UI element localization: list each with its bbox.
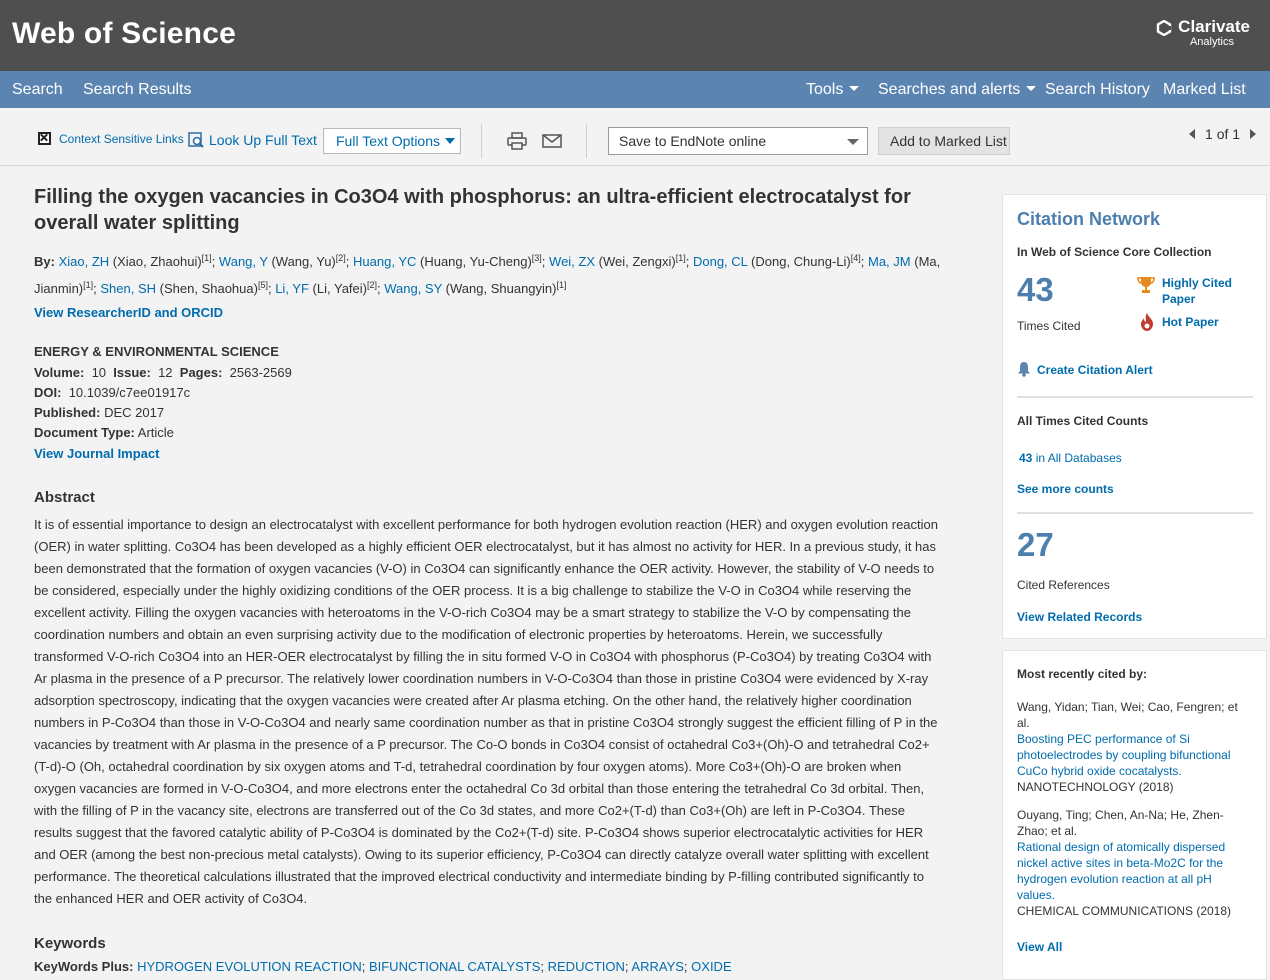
brand-title[interactable]: Web of Science — [12, 17, 236, 50]
citing-title-link[interactable]: Boosting PEC performance of Si photoelectrodes by coupling bifunctional CuCo hybrid oxide cocatalysts. — [1017, 732, 1231, 778]
by-label: By: — [34, 254, 55, 269]
core-collection-label: In Web of Science Core Collection — [1017, 245, 1212, 259]
cited-references-label: Cited References — [1017, 578, 1110, 592]
keyword-link[interactable]: HYDROGEN EVOLUTION REACTION — [137, 959, 362, 974]
doi-value: 10.1039/c7ee01917c — [68, 385, 191, 400]
published-value: DEC 2017 — [104, 405, 165, 420]
citing-source: CHEMICAL COMMUNICATIONS (2018) — [1017, 904, 1232, 918]
citing-record — [1017, 807, 1247, 919]
affiliation-link[interactable]: [1] — [83, 280, 94, 290]
context-sensitive-links[interactable] — [38, 132, 184, 146]
view-all-link[interactable]: View All — [1017, 940, 1063, 954]
journal-name[interactable]: ENERGY & ENVIRONMENTAL SCIENCE — [34, 344, 279, 359]
all-times-cited-label: All Times Cited Counts — [1017, 414, 1149, 428]
page-of: of — [1216, 126, 1229, 142]
lookup-full-text-icon — [188, 132, 204, 148]
affiliation-link[interactable]: [1] — [675, 253, 686, 263]
issue-value: 12 — [158, 365, 173, 380]
document-type-line: Document Type: Article — [34, 425, 174, 440]
look-up-full-text-link[interactable] — [188, 132, 317, 148]
citing-title-link[interactable]: Rational design of atomically dispersed nickel active sites in beta-Mo2C for the hydrogen evolution reaction at all pH values. — [1017, 840, 1226, 902]
author-link[interactable]: Shen, SH — [100, 281, 157, 296]
author-4: Dong, CL (Dong, Chung-Li)[4]; — [692, 253, 868, 269]
page-total: 1 — [1232, 126, 1241, 142]
citing-authors: Wang, Yidan; Tian, Wei; Cao, Fengren; et al. — [1017, 700, 1238, 730]
keywords-heading: Keywords — [34, 935, 106, 952]
abstract-text: It is of essential importance to design an electrocatalyst with excellent performance for both hydrogen evolution reaction (HER) and oxygen evolution reaction (OER) in water splitting. Co3O4 has been developed as a highly efficient OER electrocatalyst, but it has almost no activity for HER. In a previous study, it has been demonstrated that the formation of oxygen vacancies (V-O) in Co3O4 can significantly enhance the OER activity. However, the stability of V-O needs to be considered, especially under the highly oxidizing conditions of the OER process. It is a big challenge to stabilize the V-O in Co3O4 while reserving the excellent activity. Filling the oxygen vacancies with heteroatoms in the V-O-rich Co3O4 may be a smart strategy to stabilize the V-O by compensating the coordination numbers and obtain an even surprising activity due to the modification of electronic properties by heteroatoms. Herein, we successfully transformed V-O-rich Co3O4 into an HER-OER electrocatalyst by filling the in situ formed V-O in Co3O4 with phosphorus (P-Co3O4) by treating Co3O4 with Ar plasma in the presence of a P precursor. The relatively lower coordination numbers in V-O-Co3O4 than those in pristine Co3O4 were evidenced by X-ray adsorption spectroscopy, indicating that the oxygen vacancies were created after Ar plasma etching. On the other hand, the relatively higher coordination numbers in P-Co3O4 than those in V-O-Co3O4 and nearly same coordination number as that in pristine Co3O4 strongly suggest the efficient filling of P in the vacancies by treatment with Ar plasma in the presence of a P precursor. The Co-O bonds in Co3O4 consist of octahedral Co3+(Oh)-O and tetrahedral Co2+(T-d)-O (Oh, octahedral coordination by six oxygen atoms and T-d, tetrahedral coordination by four oxygen atoms). More Co3+(Oh)-O are broken when oxygen vacancies are formed in V-O-Co3O4, and more electrons enter the octahedral Co 3d orbital than those entering the tetrahedral Co 3d orbital. Then, with the filling of P in the vacancy site, electrons are transferred out of the Co 3d states, and more Co2+(T-d) than Co3+(Oh) are left in P-Co3O4. These results suggest that the favored catalytic ability of P-Co3O4 is dominated by the Co2+(T-d) site. P-Co3O4 shows superior electrocatalytic activities for HER and OER (among the best non-precious metal catalysts). Owing to its superior efficiency, P-Co3O4 can directly catalyze overall water splitting with excellent performance. The theoretical calculations illustrated that the improved electrical conductivity and intermediate binding by P-filling contributed significantly to the enhanced HER and OER activity of Co3O4. — [34, 517, 938, 906]
print-icon[interactable] — [507, 132, 527, 150]
top-header — [0, 0, 1270, 71]
author-link[interactable]: Li, YF — [275, 281, 309, 296]
see-more-counts-link[interactable]: See more counts — [1017, 482, 1114, 496]
keyword-link[interactable]: REDUCTION — [547, 959, 625, 974]
flame-icon — [1139, 312, 1155, 332]
author-5: Ma, JM (Ma, Jianmin)[1]; — [34, 254, 941, 296]
all-databases-link[interactable]: 43 in All Databases — [1019, 451, 1122, 465]
pages-value: 2563-2569 — [229, 365, 292, 380]
times-cited-label: Times Cited — [1017, 319, 1081, 333]
citation-network-panel — [1002, 194, 1267, 639]
doi-line: DOI: 10.1039/c7ee01917c — [34, 385, 191, 400]
email-icon[interactable] — [542, 134, 562, 148]
main-nav — [0, 71, 1270, 108]
author-list — [34, 248, 944, 302]
citing-record — [1017, 699, 1247, 795]
keyword-link[interactable]: BIFUNCTIONAL CATALYSTS — [368, 959, 541, 974]
nav-search-history[interactable]: Search History — [1045, 81, 1150, 98]
view-journal-impact-link[interactable]: View Journal Impact — [34, 446, 160, 461]
author-0: Xiao, ZH (Xiao, Zhaohui)[1]; — [58, 253, 219, 269]
highly-cited-paper-badge[interactable]: Highly Cited Paper — [1136, 275, 1256, 307]
page-current: 1 — [1205, 126, 1213, 142]
affiliation-link[interactable]: [2] — [335, 253, 346, 263]
record-pager — [1189, 126, 1256, 142]
nav-search-results[interactable]: Search Results — [83, 81, 192, 98]
author-1: Wang, Y (Wang, Yu)[2]; — [218, 253, 354, 269]
recently-cited-title: Most recently cited by: — [1017, 667, 1148, 681]
affiliation-link[interactable]: [1] — [201, 253, 212, 263]
volume-value: 10 — [91, 365, 107, 380]
clarivate-logo-icon — [1156, 20, 1172, 36]
save-to-endnote-label: Save to EndNote online — [619, 133, 767, 149]
record-toolbar — [0, 108, 1270, 166]
citing-authors: Ouyang, Ting; Chen, An-Na; He, Zhen-Zhao; et al. — [1017, 808, 1224, 838]
author-2: Huang, YC (Huang, Yu-Cheng)[3]; — [353, 253, 550, 269]
record-main — [34, 184, 944, 974]
keyword-link[interactable]: ARRAYS — [631, 959, 684, 974]
close-box-icon — [38, 132, 51, 145]
divider — [1017, 512, 1253, 514]
chevron-down-icon — [1026, 86, 1036, 91]
times-cited-count[interactable]: 43 — [1017, 271, 1054, 308]
next-record-icon[interactable] — [1250, 129, 1256, 139]
recently-cited-panel — [1002, 650, 1267, 980]
citation-network-title: Citation Network — [1017, 209, 1161, 229]
trophy-icon — [1136, 275, 1156, 295]
bell-icon — [1017, 361, 1031, 377]
nav-searches-alerts[interactable] — [878, 81, 1036, 99]
view-researcherid-link[interactable]: View ResearcherID and ORCID — [34, 305, 224, 320]
author-link[interactable]: Huang, YC — [353, 254, 417, 269]
cited-references-count[interactable]: 27 — [1017, 526, 1054, 563]
document-type-value: Article — [137, 425, 174, 440]
toolbar-divider — [586, 124, 587, 158]
nav-searches-alerts-label: Searches and alerts — [878, 81, 1021, 98]
clarivate-logo — [1178, 18, 1250, 48]
toolbar-divider — [481, 124, 482, 158]
abstract-heading: Abstract — [34, 489, 95, 506]
affiliation-link[interactable]: [3] — [531, 253, 542, 263]
nav-marked-list[interactable]: Marked List — [1163, 81, 1246, 98]
view-related-records-link[interactable]: View Related Records — [1017, 610, 1143, 624]
affiliation-link[interactable]: [5] — [257, 280, 268, 290]
author-link[interactable]: Wei, ZX — [549, 254, 596, 269]
save-to-endnote-select[interactable] — [608, 127, 868, 155]
published-line: Published: DEC 2017 — [34, 405, 165, 420]
create-citation-alert-link[interactable]: Create Citation Alert — [1017, 361, 1153, 377]
author-6: Shen, SH (Shen, Shaohua)[5]; — [100, 280, 276, 296]
clarivate-name: Clarivate — [1178, 17, 1250, 36]
author-link[interactable]: Wang, SY — [384, 281, 443, 296]
affiliation-link[interactable]: [1] — [556, 280, 567, 290]
context-sensitive-links-label: Context Sensitive Links — [59, 132, 184, 146]
add-to-marked-list-button[interactable]: Add to Marked List — [878, 127, 1010, 155]
author-link[interactable]: Dong, CL — [692, 254, 748, 269]
keyword-link[interactable]: OXIDE — [691, 959, 732, 974]
nav-tools-label: Tools — [806, 81, 844, 98]
author-link[interactable]: Ma, JM — [868, 254, 911, 269]
hot-paper-badge[interactable]: Hot Paper — [1136, 315, 1256, 329]
look-up-full-text-label: Look Up Full Text — [209, 132, 317, 148]
previous-record-icon[interactable] — [1189, 129, 1195, 139]
chevron-down-icon — [847, 139, 859, 145]
affiliation-link[interactable]: [4] — [850, 253, 861, 263]
full-text-options-button[interactable] — [323, 128, 461, 154]
nav-search[interactable]: Search — [12, 81, 63, 98]
divider — [1017, 396, 1253, 398]
nav-tools[interactable] — [806, 81, 859, 99]
full-text-options-label: Full Text Options — [336, 133, 441, 149]
citing-source: NANOTECHNOLOGY (2018) — [1017, 780, 1174, 794]
affiliation-link[interactable]: [2] — [366, 280, 377, 290]
author-8: Wang, SY (Wang, Shuangyin)[1] — [384, 280, 567, 296]
author-3: Wei, ZX (Wei, Zengxi)[1]; — [549, 253, 693, 269]
record-title: Filling the oxygen vacancies in Co3O4 with phosphorus: an ultra-efficient electrocatalyst for overall water splitting — [34, 186, 911, 234]
author-7: Li, YF (Li, Yafei)[2]; — [275, 280, 385, 296]
keywords-plus: KeyWords Plus: HYDROGEN EVOLUTION REACTION; BIFUNCTIONAL CATALYSTS; REDUCTION; ARRAYS; OXIDE — [34, 959, 732, 974]
chevron-down-icon — [849, 86, 859, 91]
author-link[interactable]: Wang, Y — [218, 254, 268, 269]
author-link[interactable]: Xiao, ZH — [58, 254, 110, 269]
volume-issue-pages: Volume: 10 Issue: 12 Pages: 2563-2569 — [34, 365, 292, 380]
clarivate-sub: Analytics — [1189, 36, 1234, 48]
chevron-down-icon — [445, 138, 455, 144]
